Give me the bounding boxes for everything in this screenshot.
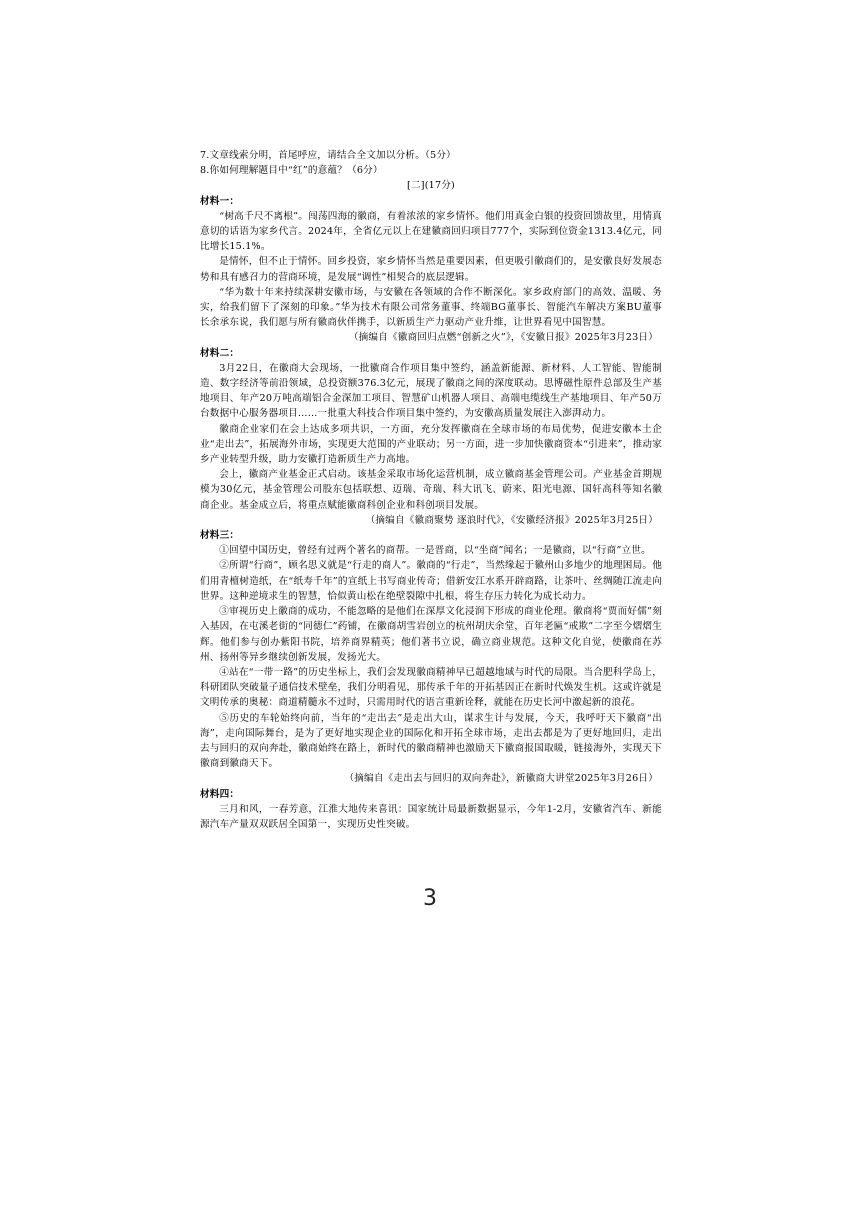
material-1: [200, 194, 662, 346]
paragraph: ①回望中国历史，曾经有过两个著名的商帮。一是晋商，以“坐商”闻名；一是徽商，以“行商”立世。: [219, 545, 651, 557]
material-heading: 材料二：: [200, 347, 240, 359]
material-source: （摘编自《走出去与回归的双向奔赴》，新徽商大讲堂2025年3月26日）: [344, 773, 658, 785]
material-4: [200, 787, 662, 833]
question-7: 7.文章线索分明，首尾呼应，请结合全文加以分析。（5分）: [200, 150, 456, 161]
material-heading: 材料三：: [200, 530, 240, 542]
material-source: （摘编自《徽商回归点燃“创新之火”》，《安徽日报》2025年3月23日）: [348, 332, 658, 344]
paragraph: 3月22日，在徽商大会现场，一批徽商合作项目集中签约，涵盖新能源、新材料、人工智能、智能制造、数字经济等前沿领域，总投资额376.3亿元，展现了徽商之间的深度联动。思博磁性原件总部及生产基地项目、年产20万吨高端铝合金深加工项目、智慧矿山机器人项目、高端电缆线生产基地项目、年产50万台数据中心服务器项目……一批重大科技合作项目集中签约，为安徽高质量发展注入澎湃动力。: [200, 362, 662, 420]
paragraph: 是情怀，但不止于情怀。回乡投资，家乡情怀当然是重要因素，但更吸引徽商们的，是安徽良好发展态势和具有感召力的营商环境，是发展“调性”相契合的底层逻辑。: [200, 256, 662, 283]
question-8: 8.你如何理解题目中“红”的意蕴？（6分）: [200, 165, 383, 177]
paragraph: ②所谓“行商”，顾名思义就是“行走的商人”。徽商的“行走”，当然缘起于徽州山多地少的地理困局。他们用青檀树造纸，在“纸寿千年”的宣纸上书写商业传奇；借新安江水系开辟商路，让茶叶、丝绸随江流走向世界。这种逆境求生的智慧，恰似黄山松在绝壁裂隙中扎根，将生存压力转化为成长动力。: [200, 560, 662, 602]
material-2: [200, 346, 662, 528]
paragraph: 会上，徽商产业基金正式启动。该基金采取市场化运营机制，成立徽商基金管理公司。产业基金首期规模为30亿元，基金管理公司股东包括联想、迈瑞、奇瑞、科大讯飞、蔚来、阳光电源、国轩高科等知名徽商企业。基金成立后，将重点赋能徽商科创企业和科创项目发展。: [200, 469, 662, 511]
page-number: 3: [423, 886, 437, 911]
document-page: [200, 148, 662, 832]
paragraph: “华为数十年来持续深耕安徽市场，与安徽在各领域的合作不断深化。家乡政府部门的高效、温暖、务实，给我们留下了深刻的印象。”华为技术有限公司常务董事、终端BG董事长、智能汽车解决方案BU董事长余承东说，我们愿与所有徽商伙伴携手，以新质生产力驱动产业升维，让世界看见中国智慧。: [200, 286, 662, 329]
paragraph: “树高千尺不离根”。闯荡四海的徽商，有着浓浓的家乡情怀。他们用真金白银的投资回馈故里，用情真意切的话语为家乡代言。2024年，全省亿元以上在建徽商回归项目777个，实际到位资金1313.4亿元，同比增长15.1%。: [200, 210, 662, 253]
material-3: [200, 528, 662, 786]
material-source: （摘编自《徽商聚势 逐浪时代》，《安徽经济报》2025年3月25日）: [365, 514, 658, 526]
paragraph: ③审视历史上徽商的成功，不能忽略的是他们在深厚文化浸润下形成的商业伦理。徽商将“贾而好儒”刻入基因，在屯溪老街的“同德仁”药铺，在徽商胡雪岩创立的杭州胡庆余堂，百年老匾“戒欺”二字至今熠熠生辉。他们参与创办紫阳书院，培养商界精英；他们著书立说，确立商业规范。这种文化自觉，使徽商在苏州、扬州等异乡继续创新发展，发扬光大。: [200, 606, 662, 663]
section-title: [二](17分): [407, 180, 455, 192]
paragraph: 徽商企业家们在会上达成多项共识，一方面，充分发挥徽商在全球市场的布局优势，促进安徽本土企业“走出去”，拓展海外市场，实现更大范围的产业联动；另一方面，进一步加快徽商资本“引进来”，推动家乡产业转型升级，助力安徽打造新质生产力高地。: [200, 423, 662, 466]
paragraph: ④站在“一带一路”的历史坐标上，我们会发现徽商精神早已超越地域与时代的局限。当合肥科学岛上，科研团队突破量子通信技术壁垒，我们分明看见，那传承千年的开拓基因正在新时代焕发生机。这或许就是文明传承的奥秘：商道精髓永不过时，只需用时代的语言重新诠释，就能在历史长河中激起新的浪花。: [200, 666, 662, 709]
material-heading: 材料四：: [200, 788, 240, 800]
material-heading: 材料一：: [200, 195, 240, 207]
paragraph: 三月和风，一春芳意，江淮大地传来喜讯：国家统计局最新数据显示，今年1-2月，安徽省汽车、新能源汽车产量双双跃居全国第一，实现历史性突破。: [200, 803, 662, 830]
paragraph: ⑤历史的车轮始终向前，当年的“走出去”是走出大山，谋求生计与发展，今天，我呼吁天下徽商“出海”，走向国际舞台，是为了更好地实现企业的国际化和开拓全球市场，走出去都是为了更好地回归，走出去与回归的双向奔赴，徽商始终在路上，新时代的徽商精神也激励天下徽商报国取暖，链接海外，实现天下徽商到徽商天下。: [200, 712, 662, 770]
